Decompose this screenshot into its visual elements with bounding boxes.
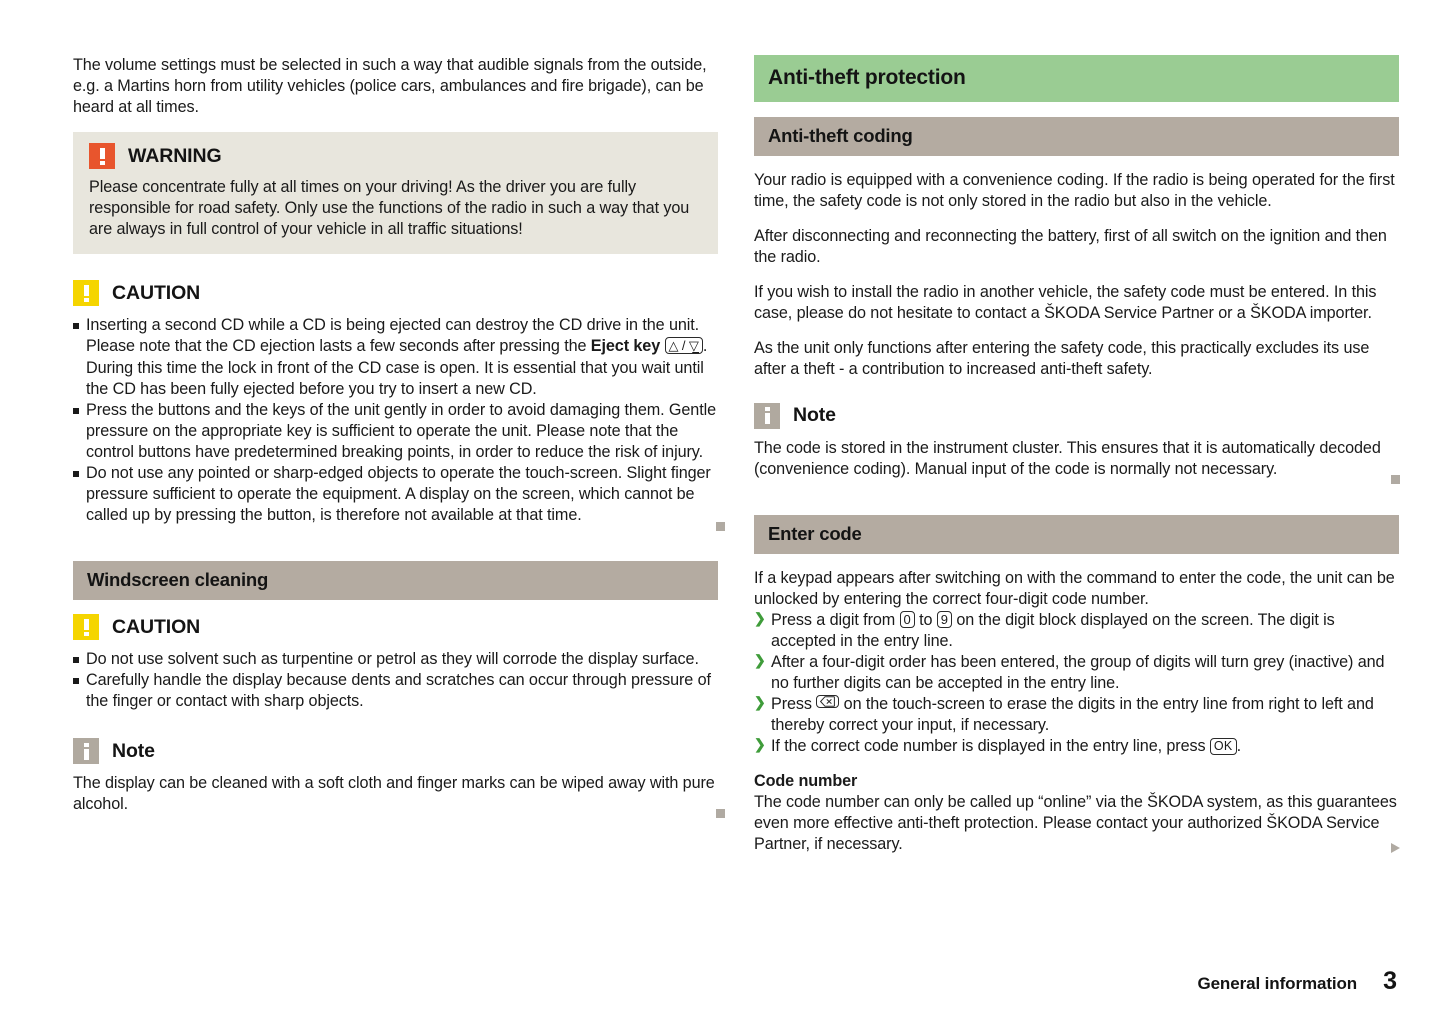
digit-key-0-icon: 0 [900, 611, 915, 628]
coding-paragraph-4: As the unit only functions after entering the safety code, this practically excludes its use after a theft - a contribution to increased anti-theft safety. [754, 339, 1370, 379]
page-footer [1197, 967, 1397, 996]
list-item [754, 694, 1399, 736]
list-item [754, 610, 1399, 652]
note-label: Note [112, 739, 155, 762]
section-heading-anti-theft-coding [754, 117, 1399, 156]
caution-callout [73, 280, 718, 526]
section-heading-windscreen-cleaning [73, 561, 718, 600]
right-column [754, 55, 1399, 869]
exclamation-icon [89, 143, 115, 169]
coding-paragraph-3: If you wish to install the radio in another vehicle, the safety code must be entered. In this case, please do not hesitate to contact a ŠKODA Service Partner or a ŠKODA importer. [754, 283, 1377, 323]
section-title: Windscreen cleaning [87, 569, 269, 590]
intro-paragraph: The volume settings must be selected in such a way that audible signals from the outside, e.g. a Martins horn from utility vehicles (police cars, ambulances and fire brigade), can be heard at all times. [73, 56, 707, 117]
end-of-section-marker [716, 522, 725, 531]
section-title: Enter code [768, 522, 862, 544]
enter-code-step-list [754, 610, 1399, 757]
end-of-section-marker [1391, 475, 1400, 484]
list-item: Do not use solvent such as turpentine or petrol as they will corrode the display surface. [73, 649, 718, 670]
step-text-part3: . [1236, 737, 1241, 756]
chapter-title: Anti-theft protection [768, 66, 966, 89]
list-item [754, 736, 1399, 757]
section-title: Anti-theft coding [768, 125, 913, 146]
list-item [73, 315, 718, 399]
step-text-part1: Press [771, 695, 817, 713]
list-item: ❯ After a four-digit order has been entered, the group of digits will turn grey (inactive) and no further digits can be accepted in the entry line. [754, 652, 1399, 694]
step-text-part3: on the touch-screen to erase the digits in the entry line from right to left and thereby correct your input, if necessary. [771, 695, 1374, 735]
note-label: Note [793, 404, 836, 426]
note-body: The code is stored in the instrument cluster. This ensures that it is automatically decoded (convenience coding). Manual input of the code is normally not necessary. [754, 438, 1381, 478]
list-item: Do not use any pointed or sharp-edged objects to operate the touch-screen. Slight finger pressure sufficient to operate the equipment. A display on the screen, which cannot be called up by pressing the button, is therefore not available at that time. [73, 463, 718, 526]
step-text-part3: on the digit block displayed on the screen. The digit is accepted in the entry line. [771, 610, 1335, 650]
bullet-text-after: . During this time the lock in front of the CD case is open. It is essential that you wait until the CD has been fully ejected before you try to insert a new CD. [86, 337, 708, 398]
footer-page-number: 3 [1383, 967, 1397, 995]
warning-body: Please concentrate fully at all times on your driving! As the driver you are fully responsible for road safety. Only use the functions of the radio in such a way that you are always in full control of your vehicle in all traffic situations! [89, 178, 690, 239]
list-item: Carefully handle the display because dents and scratches can occur through pressure of the finger or contact with sharp objects. [73, 670, 718, 712]
info-icon [754, 403, 780, 429]
two-column-layout [0, 55, 1445, 869]
coding-paragraph-1: Your radio is equipped with a convenience coding. If the radio is being operated for the first time, the safety code is not only stored in the radio but also in the vehicle. [754, 171, 1395, 211]
note-callout-header [73, 738, 718, 764]
windscreen-caution-callout [73, 614, 718, 712]
step-text-part1: Press a digit from [771, 610, 900, 629]
eject-key-icon: △ / ▽̲ [665, 337, 703, 354]
caution-callout-header [73, 280, 718, 306]
eject-key-label: Eject key [590, 337, 661, 356]
note-body: The display can be cleaned with a soft cloth and finger marks can be wiped away with pure alcohol. [73, 774, 715, 814]
info-icon [73, 738, 99, 764]
ok-key-icon: OK [1210, 738, 1237, 755]
footer-chapter-name: General information [1197, 974, 1358, 993]
code-number-body: The code number can only be called up “online” via the ŠKODA system, as this guarantees even more effective anti-theft protection. Please contact your authorized ŠKODA Service Partner, if necessary. [754, 793, 1397, 854]
step-text-part2: to [914, 610, 937, 629]
list-item: Press the buttons and the keys of the unit gently in order to avoid damaging them. Gentle pressure on the appropriate key is sufficient to operate the unit. Please note that the control buttons have predetermined breaking points, in order to reduce the risk of injury. [73, 400, 718, 463]
warning-label: WARNING [128, 144, 222, 167]
windscreen-caution-bullet-list [73, 649, 718, 712]
backspace-key-icon [816, 695, 839, 708]
chapter-heading-anti-theft-protection [754, 55, 1399, 102]
exclamation-icon [73, 280, 99, 306]
step-text-part1: If the correct code number is displayed in the entry line, press [771, 737, 1210, 756]
caution-label: CAUTION [112, 281, 201, 304]
code-number-heading: Code number [754, 772, 858, 791]
warning-callout-header [89, 143, 700, 169]
section-heading-enter-code [754, 515, 1399, 554]
continuation-triangle-marker [1391, 843, 1400, 853]
coding-note-callout [754, 403, 1399, 480]
warning-callout [73, 132, 718, 254]
caution-label: CAUTION [112, 615, 201, 638]
coding-paragraph-2: After disconnecting and reconnecting the battery, first of all switch on the ignition and then the radio. [754, 227, 1387, 267]
bullet-text-before: Inserting a second CD while a CD is being ejected can destroy the CD drive in the unit. Please note that the CD ejection lasts a few seconds after pressing the [86, 316, 700, 356]
caution-bullet-list [73, 315, 718, 526]
digit-key-9-icon: 9 [937, 611, 952, 628]
left-column [73, 55, 718, 869]
exclamation-icon [73, 614, 99, 640]
windscreen-caution-header [73, 614, 718, 640]
enter-code-intro: If a keypad appears after switching on with the command to enter the code, the unit can be unlocked by entering the correct four-digit code number. [754, 568, 1395, 608]
windscreen-note-callout [73, 738, 718, 815]
note-callout-header [754, 403, 1399, 429]
end-of-section-marker [716, 809, 725, 818]
